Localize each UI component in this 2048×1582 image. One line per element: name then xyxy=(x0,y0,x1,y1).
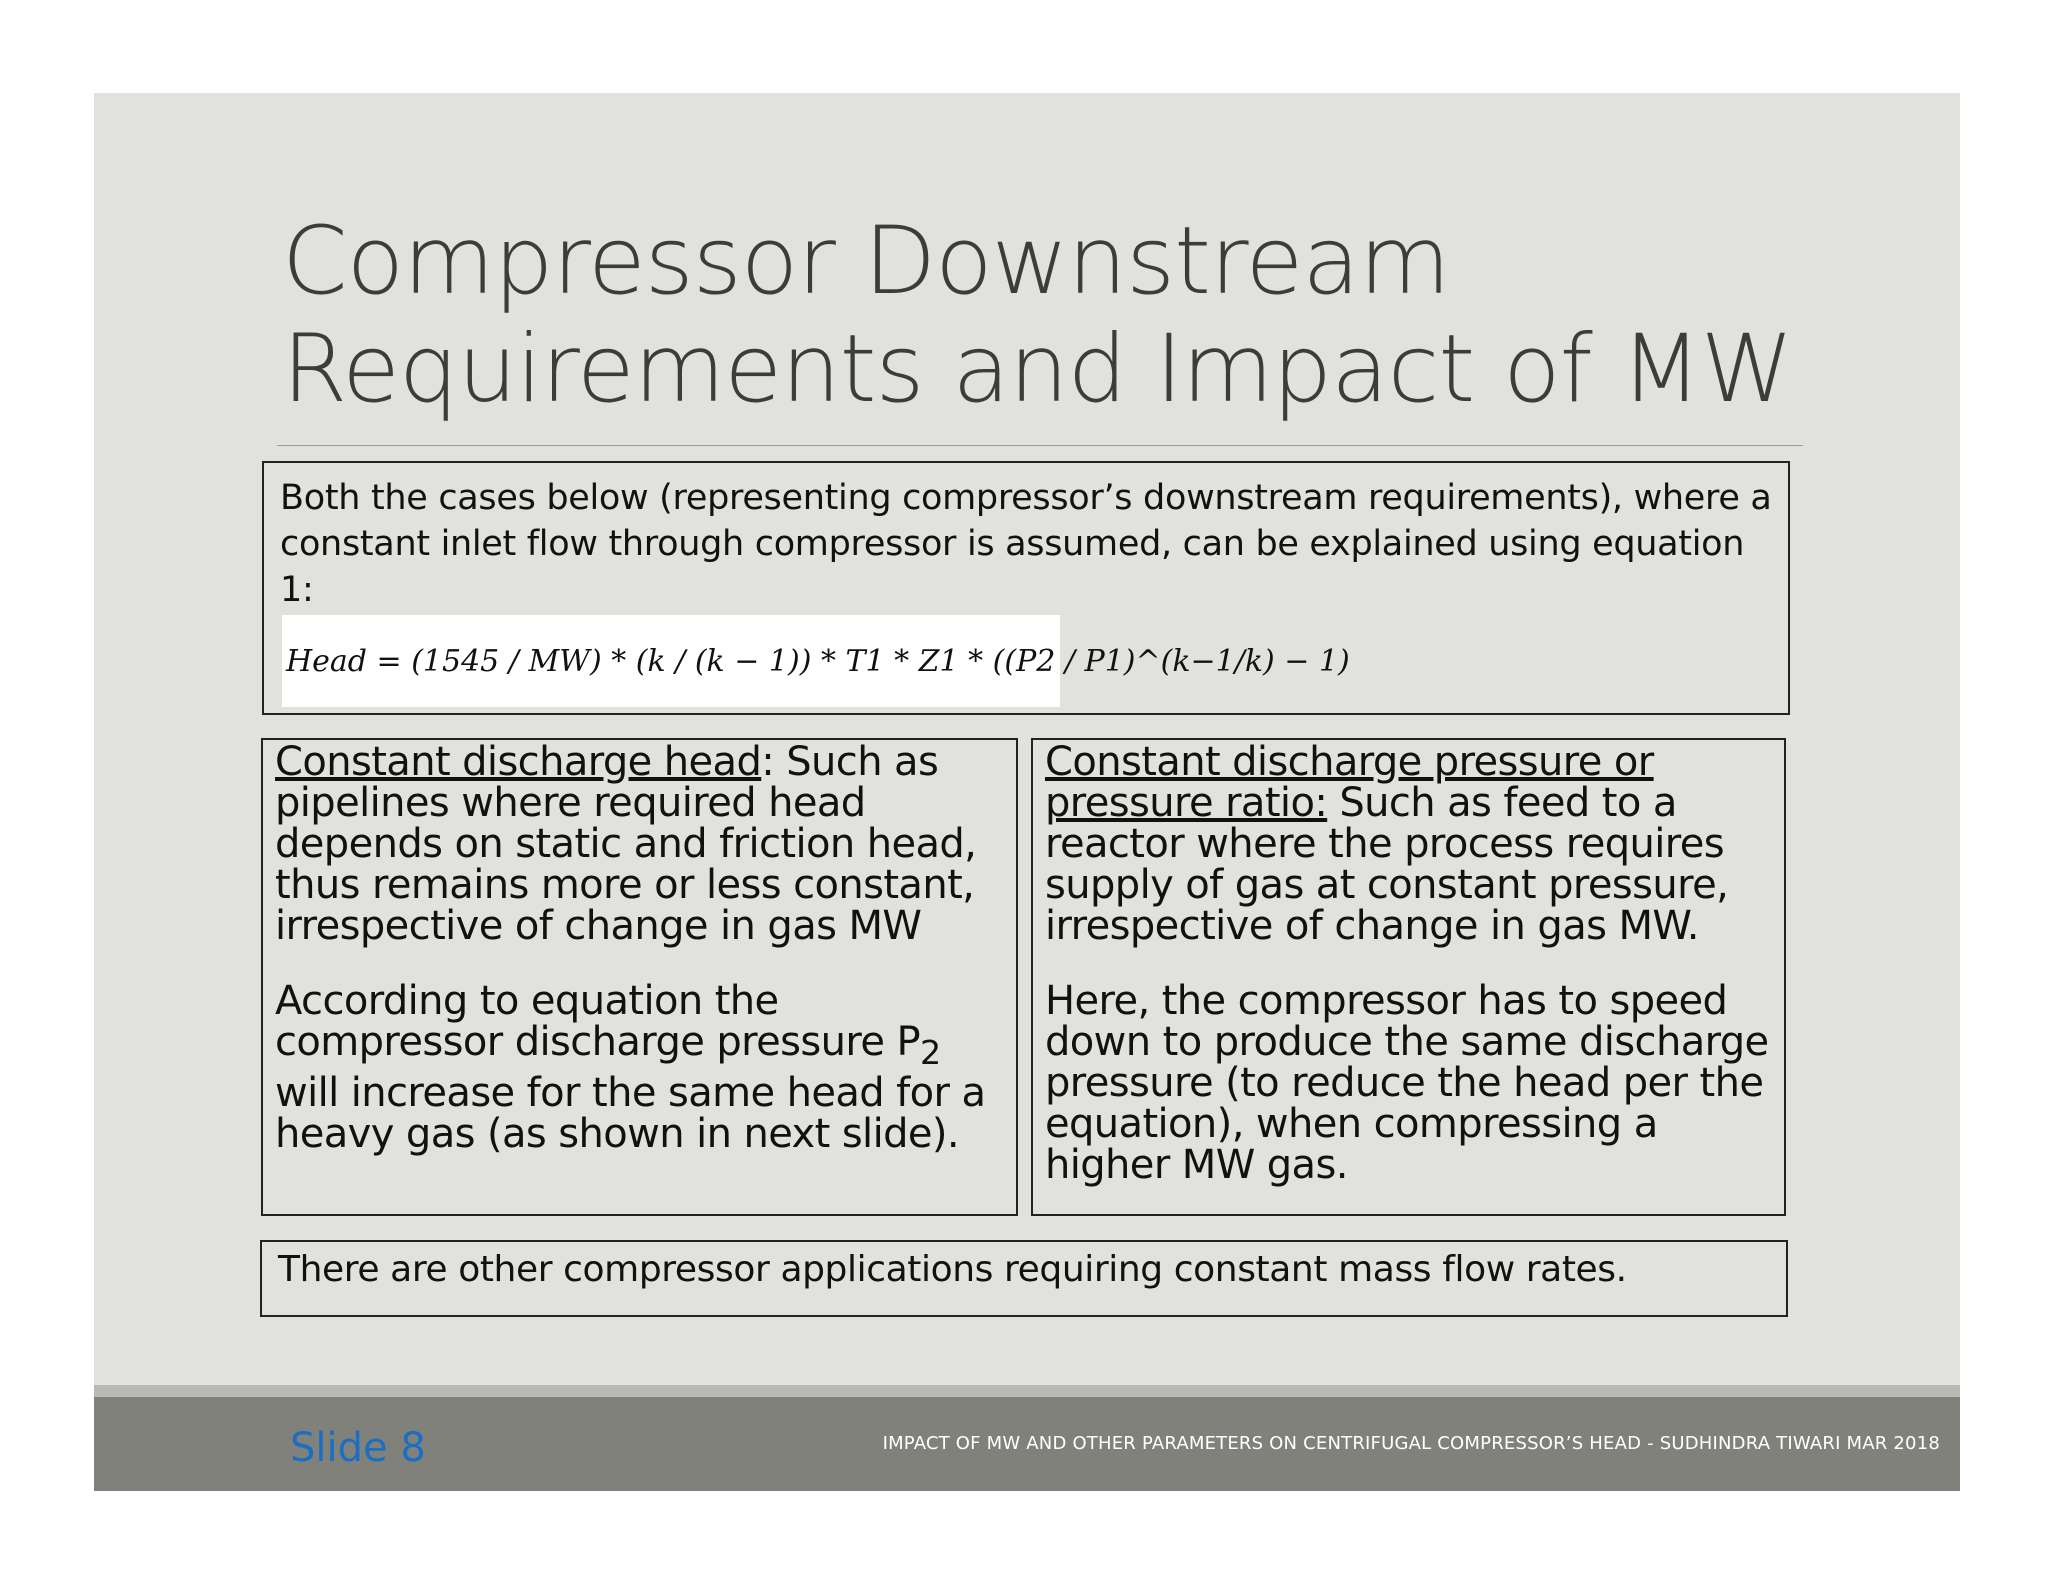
title-divider xyxy=(277,445,1803,446)
constant-head-explanation xyxy=(275,978,1004,1157)
equation-text: Head = (1545 / MW) * (k / (k − 1)) * T1 * Z1 * ((P2 / P1)^(k−1/k) − 1) xyxy=(286,643,1350,679)
p2-subscript: 2 xyxy=(919,1033,941,1072)
slide-title xyxy=(282,208,1882,424)
slide-canvas xyxy=(94,93,1960,1491)
title-line-2: Requirements and Impact of MW xyxy=(282,315,1793,424)
constant-pressure-box xyxy=(1031,738,1786,1216)
constant-head-paragraph xyxy=(275,739,1004,949)
constant-pressure-explanation: Here, the compressor has to speed down to produce the same discharge pressure (to reduce the head per the equation), when compressing a higher MW gas. xyxy=(1045,978,1769,1188)
explanation-text-a: According to equation the compressor discharge pressure P xyxy=(275,978,920,1065)
constant-pressure-text: Such as feed to a reactor where the process requires supply of gas at constant pressure, irrespective of change in gas MW. xyxy=(1045,780,1729,949)
title-line-1: Compressor Downstream xyxy=(282,207,1450,316)
explanation-text-b: will increase for the same head for a heavy gas (as shown in next slide). xyxy=(275,1070,986,1157)
mass-flow-note-box xyxy=(260,1240,1788,1317)
constant-head-box xyxy=(261,738,1018,1216)
constant-head-heading: Constant discharge head xyxy=(275,739,762,785)
footer-accent-band xyxy=(94,1385,1960,1397)
equation-image xyxy=(282,615,1350,707)
constant-head-text: : Such as pipelines where required head depends on static and friction head, thus remains more or less constant, irrespective of change in gas MW xyxy=(275,739,977,949)
mass-flow-note: There are other compressor applications requiring constant mass flow rates. xyxy=(278,1249,1627,1290)
slide-number: Slide 8 xyxy=(290,1425,426,1471)
constant-pressure-paragraph xyxy=(1045,739,1772,949)
intro-box xyxy=(262,461,1790,715)
constant-pressure-heading: Constant discharge pressure or pressure ratio: xyxy=(1045,739,1654,826)
intro-text: Both the cases below (representing compressor’s downstream requirements), where a constant inlet flow through compressor is assumed, can be explained using equation 1: xyxy=(280,478,1772,610)
footer-caption: IMPACT OF MW AND OTHER PARAMETERS ON CENTRIFUGAL COMPRESSOR’S HEAD - SUDHINDRA TIWARI MAR 2018 xyxy=(882,1433,1940,1454)
